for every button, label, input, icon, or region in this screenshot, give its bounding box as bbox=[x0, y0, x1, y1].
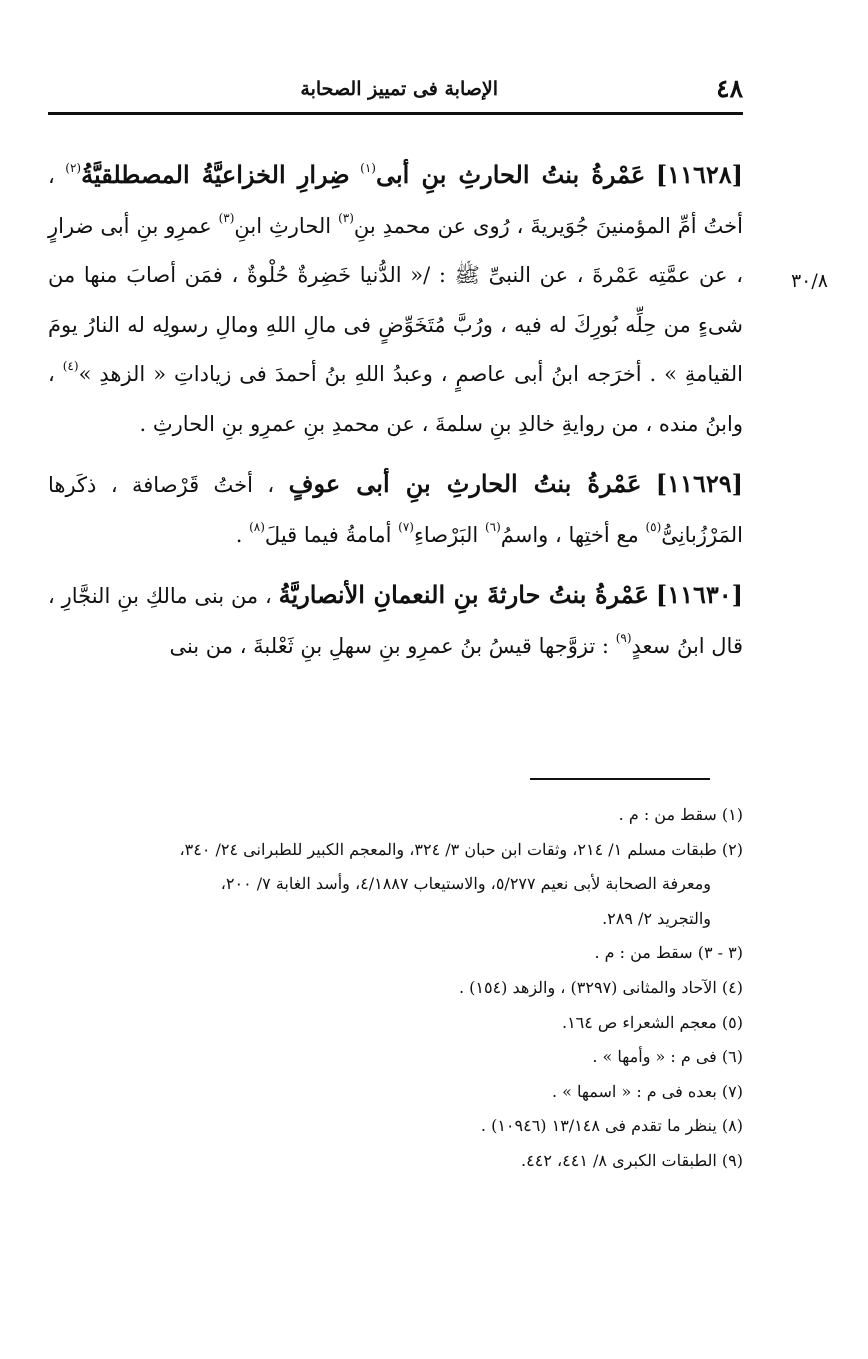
entry-11628 bbox=[48, 150, 743, 449]
footnote-8: (٨) ينظر ما تقدم فى ١٣/١٤٨ (١٠٩٤٦) . bbox=[480, 1116, 743, 1136]
page-header bbox=[48, 72, 743, 115]
page-number: ٤٨ bbox=[716, 74, 743, 103]
footnote-6: (٦) فى م : « وأمها » . bbox=[592, 1047, 743, 1067]
entry-text: أمامةُ فيما قيلَ bbox=[264, 522, 392, 547]
entry-number: [١١٦٣٠] bbox=[655, 580, 743, 609]
footnotes bbox=[48, 798, 743, 1179]
entry-text: : تزوَّجها قيسُ بنُ عمرِو بنِ سهلِ بنِ ثَعْلبةَ ، من بنى bbox=[169, 633, 610, 658]
main-text bbox=[48, 150, 743, 681]
entry-text: ، أختُ قَرْصافة ، ذكَرها المَرْزُبانِىُّ bbox=[48, 473, 743, 547]
footnote-marker: (٨) bbox=[249, 519, 265, 534]
footnote-3: (٣ - ٣) سقط من : م . bbox=[594, 943, 743, 963]
footnote-4: (٤) الآحاد والمثانى (٣٢٩٧) ، والزهد (١٥٤) . bbox=[458, 977, 743, 997]
footnote-9: (٩) الطبقات الكبرى ٨/ ٤٤١، ٤٤٢. bbox=[521, 1150, 743, 1170]
entry-text: مع أختِها ، واسمُ bbox=[500, 522, 639, 547]
footnote-marker: (٢) bbox=[65, 161, 82, 175]
footnote-marker: (٣) bbox=[338, 210, 354, 225]
footnote-marker: (٤) bbox=[62, 359, 79, 373]
entry-11629 bbox=[48, 459, 743, 560]
entry-number: [١١٦٢٩] bbox=[655, 469, 743, 498]
entry-number: [١١٦٢٨] bbox=[655, 160, 743, 189]
entry-text: الحارثِ ابنِ bbox=[234, 213, 332, 238]
footnote-2-cont: ومعرفة الصحابة لأبى نعيم ٥/٢٧٧، والاستيعاب ٤/١٨٨٧، وأسد الغابة ٧/ ٢٠٠، bbox=[220, 874, 711, 894]
entry-text: ، من بنى مالكِ بنِ النجَّارِ ، قال ابنُ سعدٍ bbox=[48, 584, 743, 658]
footnote-5: (٥) معجم الشعراء ص ١٦٤. bbox=[561, 1012, 743, 1032]
footnote-2-cont: والتجريد ٢/ ٢٨٩. bbox=[602, 908, 711, 928]
entry-text: عمرِو بنِ أبى ضرارٍ ، عن عمَّتِه عَمْرةَ ، عن النبىِّ ﷺ : /« الدُّنيا خَضِرةٌ حُلْوةٌ ، فمَن أصابَ منها من شىءٍ من حِلِّه بُورِكَ له فيه ، ورُبَّ مُتَخَوِّضٍ فى مالِ اللهِ ومالِ رسولِه له النارُ يومَ القيامةِ » . أخرَجه ابنُ أبى عاصمٍ ، وعبدُ اللهِ بنُ أحمدَ فى زياداتِ « الزهدِ » bbox=[48, 213, 743, 386]
footnote-marker: (٥) bbox=[645, 519, 662, 534]
footnote-marker: (٦) bbox=[484, 519, 501, 534]
footnote-marker: (١) bbox=[360, 161, 376, 175]
entry-11630 bbox=[48, 570, 743, 671]
entry-text: البَرْصاءِ bbox=[413, 522, 479, 547]
footnote-marker: (٣) bbox=[218, 210, 235, 225]
footnote-marker: (٧) bbox=[398, 519, 414, 534]
entry-name: عَمْرةُ بنتُ الحارثِ بنِ أبى عوفٍ bbox=[288, 469, 642, 498]
entry-name: عَمْرةُ بنتُ الحارثِ بنِ أبى bbox=[375, 160, 646, 189]
footnote-marker: (٩) bbox=[615, 630, 632, 645]
entry-text: . bbox=[235, 522, 243, 547]
running-title: الإصابة فى تمييز الصحابة bbox=[300, 78, 498, 100]
entry-name: عَمْرةُ بنتُ حارثةَ بنِ النعمانِ الأنصاريَّةُ bbox=[278, 580, 649, 609]
entry-text: ، أختُ أمِّ المؤمنينَ جُوَيريةَ ، رُوى عن محمدِ بنِ bbox=[48, 164, 743, 238]
entry-name-cont: ضِرارِ الخزاعيَّةُ المصطلقيَّةُ bbox=[81, 160, 350, 189]
margin-reference: ٣٠/٨ bbox=[790, 270, 828, 292]
footnote-7: (٧) بعده فى م : « اسمها » . bbox=[551, 1081, 743, 1101]
footnote-divider bbox=[530, 778, 710, 780]
entry-text: ، وابنُ منده ، من روايةِ خالدِ بنِ سلمةَ ، عن محمدِ بنِ عمرِو بنِ الحارثِ . bbox=[48, 362, 743, 436]
footnote-1: (١) سقط من : م . bbox=[618, 805, 743, 824]
footnote-2: (٢) طبقات مسلم ١/ ٢١٤، وثقات ابن حبان ٣/ ٣٢٤، والمعجم الكبير للطبرانى ٢٤/ ٣٤٠، bbox=[179, 839, 743, 859]
